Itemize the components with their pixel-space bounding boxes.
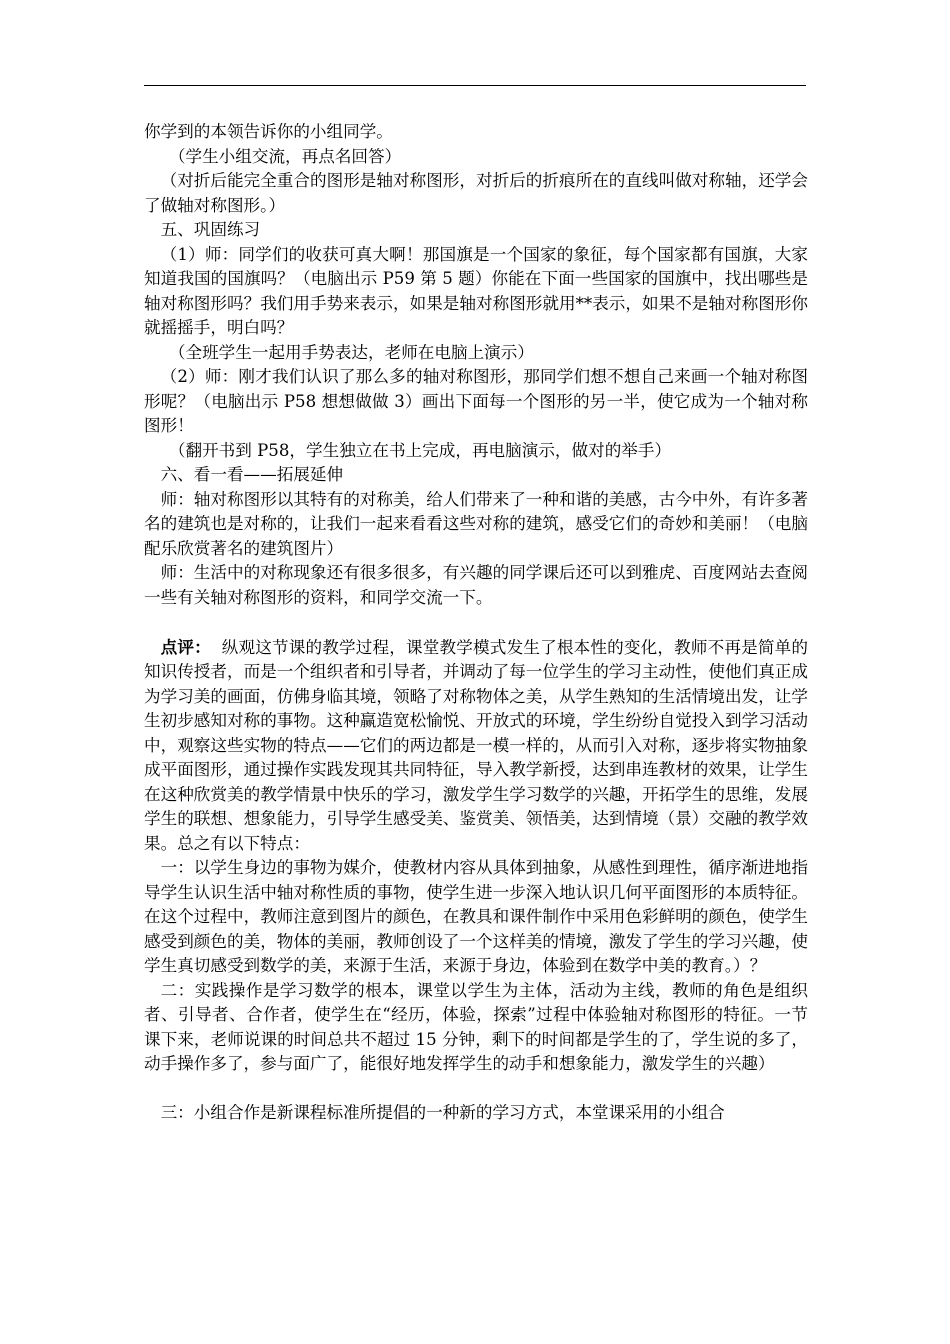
- paragraph: （学生小组交流，再点名回答）: [168, 146, 402, 166]
- review-text: 纵观这节课的教学过程，课堂教学模式发生了根本性的变化，教师不再是简单的知识传授者，而是一个组织者和引导者，并调动了每一位学生的学习主动性，使他们真正成为学习美的画面，仿佛身临其境，领略了对称物体之美，从学生熟知的生活情境出发，让学生初步感知对称的事物。这种赢造宽松愉悦、开放式的环境，学生纷纷自觉投入到学习活动中，观察这些实物的特点——它们的两边都是一模一样的，从而引入对称，逐步将实物抽象成平面图形，通过操作实践发现其共同特征，导入教学新授，达到串连教材的效果，让学生在这种欣赏美的教学情景中快乐的学习，激发学生学习数学的兴趣，开拓学生的思维，发展学生的联想、想象能力，引导学生感受美、鉴赏美、领悟美，达到情境（景）交融的教学效果。总之有以下特点：: [144, 637, 808, 853]
- section-heading: 五、巩固练习: [160, 220, 261, 239]
- point-paragraph: 二：实践操作是学习数学的根本，课堂以学生为主体，活动为主线，教师的角色是组织者、引导者、合作者，使学生在“经历，体验，探索”过程中体验轴对称图形的特征。一节课下来，老师说课的时间总共不超过 15 分钟，剩下的时间都是学生的了，学生说的多了，动手操作多了，参与面广了，能很好地发挥学生的动手和想象能力，激发学生的兴趣）: [144, 980, 808, 1073]
- paragraph: （对折后能完全重合的图形是轴对称图形，对折后的折痕所在的直线叫做对称轴，还学会了做轴对称图形。）: [144, 171, 808, 215]
- document-body: [144, 120, 808, 1126]
- paragraph: （2）师：刚才我们认识了那么多的轴对称图形，那同学们想不想自己来画一个轴对称图形呢？（电脑出示 P58 想想做做 3）画出下面每一个图形的另一半，使它成为一个轴对称图形！: [144, 367, 808, 435]
- section-heading: 六、看一看——拓展延伸: [160, 465, 344, 484]
- paragraph: 师：轴对称图形以其特有的对称美，给人们带来了一种和谐的美感，古今中外，有许多著名的建筑也是对称的，让我们一起来看看这些对称的建筑，感受它们的奇妙和美丽！（电脑配乐欣赏著名的建筑图片）: [144, 489, 808, 558]
- point-paragraph: 一：以学生身边的事物为媒介，使教材内容从具体到抽象，从感性到理性，循序渐进地指导学生认识生活中轴对称性质的事物，使学生进一步深入地认识几何平面图形的本质特征。在这个过程中，教师注意到图片的颜色，在教具和课件制作中采用色彩鲜明的颜色，使学生感受到颜色的美，物体的美丽，教师创设了一个这样美的情境，激发了学生的学习兴趣，使学生真切感受到数学的美，来源于生活，来源于身边，体验到在数学中美的教育。）？: [144, 858, 808, 975]
- paragraph: （翻开书到 P58，学生独立在书上完成，再电脑演示，做对的举手）: [168, 440, 672, 460]
- paragraph: （1）师：同学们的收获可真大啊！那国旗是一个国家的象征，每个国家都有国旗，大家知道我国的国旗吗？（电脑出示 P59 第 5 题）你能在下面一些国家的国旗中，找出哪些是轴对称图形吗？我们用手势来表示，如果是轴对称图形就用**表示，如果不是轴对称图形你就摇摇手，明白吗？: [144, 244, 808, 337]
- point-paragraph: 三：小组合作是新课程标准所提倡的一种新的学习方式，本堂课采用的小组合: [160, 1103, 725, 1122]
- paragraph: 你学到的本领告诉你的小组同学。: [144, 122, 393, 141]
- paragraph: 师：生活中的对称现象还有很多很多，有兴趣的同学课后还可以到雅虎、百度网站去查阅一些有关轴对称图形的资料，和同学交流一下。: [144, 563, 808, 607]
- header-rule: [144, 85, 806, 86]
- blank-line: [144, 610, 808, 635]
- review-label: 点评：: [160, 636, 211, 657]
- review-paragraph: [144, 635, 808, 857]
- blank-line: [144, 1077, 808, 1102]
- paragraph: （全班学生一起用手势表达，老师在电脑上演示）: [168, 342, 534, 362]
